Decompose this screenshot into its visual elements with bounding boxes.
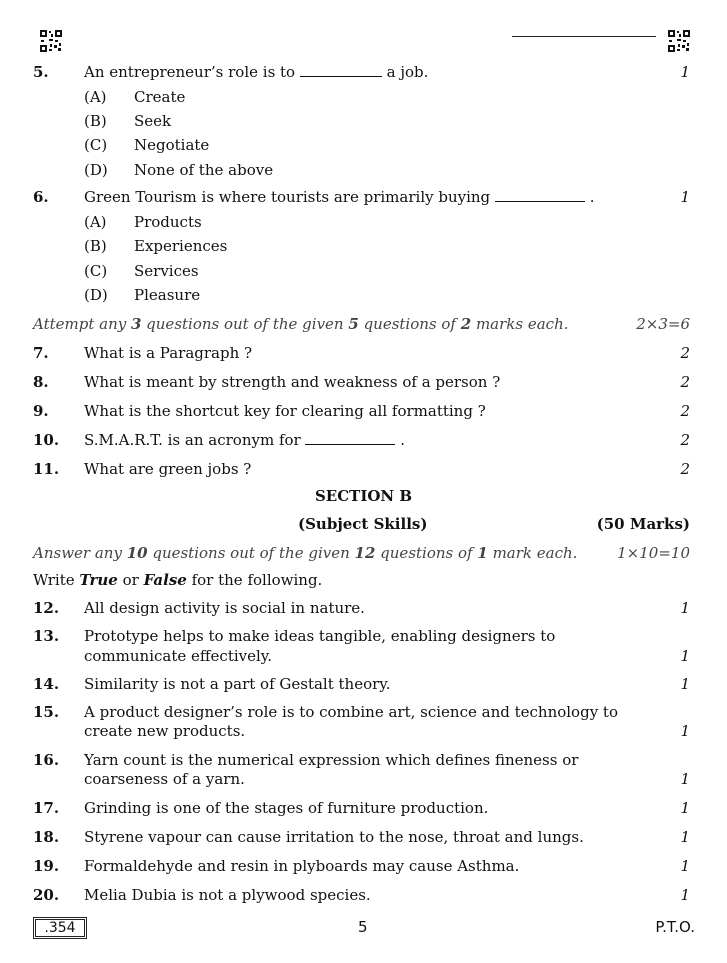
question-marks: 1	[680, 599, 690, 617]
question-text-part: .	[589, 188, 595, 206]
option-text: Products	[134, 213, 202, 231]
option-text: Seek	[134, 112, 172, 130]
please-turn-over: P.T.O.	[655, 918, 695, 936]
option-text: Create	[134, 88, 186, 106]
question-number: 12.	[33, 599, 60, 617]
question-number: 15.	[33, 703, 60, 721]
option-text: Services	[134, 262, 199, 280]
option-label: (C)	[84, 136, 108, 154]
question-marks: 1	[680, 857, 690, 875]
option-text: Pleasure	[134, 286, 201, 304]
question-text: What is a Paragraph ?	[84, 344, 253, 362]
question-text: create new products.	[84, 722, 246, 740]
question-text	[84, 63, 654, 82]
question-marks: 1	[680, 675, 690, 693]
instruction-text: Answer any 10 questions out of the given 12 questions of 1 mark each.	[33, 544, 578, 562]
question-number: 20.	[33, 886, 60, 904]
question-number: 7.	[33, 344, 49, 362]
question-marks: 2	[680, 344, 690, 362]
qr-code-icon	[668, 30, 690, 52]
candidate-code-line	[512, 36, 656, 37]
answer-blank	[495, 189, 585, 202]
question-marks: 2	[680, 402, 690, 420]
question-text-part: S.M.A.R.T. is an acronym for	[84, 431, 301, 449]
option-label: (B)	[84, 112, 107, 130]
option-text: None of the above	[134, 161, 274, 179]
question-text: A product designer’s role is to combine art, science and technology to	[84, 703, 618, 721]
question-text	[84, 188, 654, 207]
option-label: (D)	[84, 286, 108, 304]
question-number: 11.	[33, 460, 60, 478]
question-number: 18.	[33, 828, 60, 846]
question-marks: 2	[680, 460, 690, 478]
question-marks: 1	[680, 63, 690, 81]
question-number: 8.	[33, 373, 49, 391]
question-text: All design activity is social in nature.	[84, 599, 365, 617]
question-text: Styrene vapour can cause irritation to the nose, throat and lungs.	[84, 828, 584, 846]
question-marks: 1	[680, 828, 690, 846]
paper-code-box: .354	[33, 917, 87, 939]
question-number: 17.	[33, 799, 60, 817]
option-label: (C)	[84, 262, 108, 280]
question-text: coarseness of a yarn.	[84, 770, 245, 788]
option-label: (A)	[84, 213, 107, 231]
page-number: 5	[358, 918, 368, 936]
question-marks: 1	[680, 886, 690, 904]
question-text: Grinding is one of the stages of furniture production.	[84, 799, 489, 817]
question-text: What is the shortcut key for clearing all formatting ?	[84, 402, 486, 420]
instruction-marks: 1×10=10	[617, 544, 690, 562]
section-title: SECTION B	[314, 487, 413, 505]
section-marks: (50 Marks)	[596, 515, 690, 533]
question-text: What are green jobs ?	[84, 460, 252, 478]
question-marks: 1	[680, 770, 690, 788]
question-number: 14.	[33, 675, 60, 693]
question-number: 19.	[33, 857, 60, 875]
question-text-part: .	[400, 431, 406, 449]
option-text: Negotiate	[134, 136, 210, 154]
option-text: Experiences	[134, 237, 228, 255]
question-text: Melia Dubia is not a plywood species.	[84, 886, 371, 904]
question-text-part: a job.	[386, 63, 429, 81]
question-number: 6.	[33, 188, 49, 206]
question-marks: 1	[680, 188, 690, 206]
question-number: 16.	[33, 751, 60, 769]
question-marks: 2	[680, 431, 690, 449]
answer-blank	[305, 432, 395, 445]
instruction-text: Attempt any 3 questions out of the given 5 questions of 2 marks each.	[33, 315, 569, 333]
question-marks: 1	[680, 799, 690, 817]
question-marks: 1	[680, 722, 690, 740]
question-marks: 1	[680, 647, 690, 665]
question-number: 13.	[33, 627, 60, 645]
question-text: Prototype helps to make ideas tangible, enabling designers to	[84, 627, 556, 645]
question-text: Similarity is not a part of Gestalt theory.	[84, 675, 391, 693]
question-text: Formaldehyde and resin in plyboards may cause Asthma.	[84, 857, 520, 875]
answer-blank	[300, 64, 382, 77]
instruction-marks: 2×3=6	[636, 315, 690, 333]
question-text: What is meant by strength and weakness of a person ?	[84, 373, 501, 391]
question-marks: 2	[680, 373, 690, 391]
question-text-part: Green Tourism is where tourists are primarily buying	[84, 188, 491, 206]
question-text: communicate effectively.	[84, 647, 273, 665]
question-text	[84, 431, 654, 450]
option-label: (B)	[84, 237, 107, 255]
question-number: 10.	[33, 431, 60, 449]
question-text: Yarn count is the numerical expression which defines fineness or	[84, 751, 579, 769]
section-subtitle: (Subject Skills)	[298, 515, 428, 533]
option-label: (D)	[84, 161, 108, 179]
question-number: 9.	[33, 402, 49, 420]
option-label: (A)	[84, 88, 107, 106]
question-number: 5.	[33, 63, 49, 81]
instruction-true-false: Write True or False for the following.	[33, 571, 323, 589]
qr-code-icon	[40, 30, 62, 52]
question-text-part: An entrepreneur’s role is to	[84, 63, 296, 81]
